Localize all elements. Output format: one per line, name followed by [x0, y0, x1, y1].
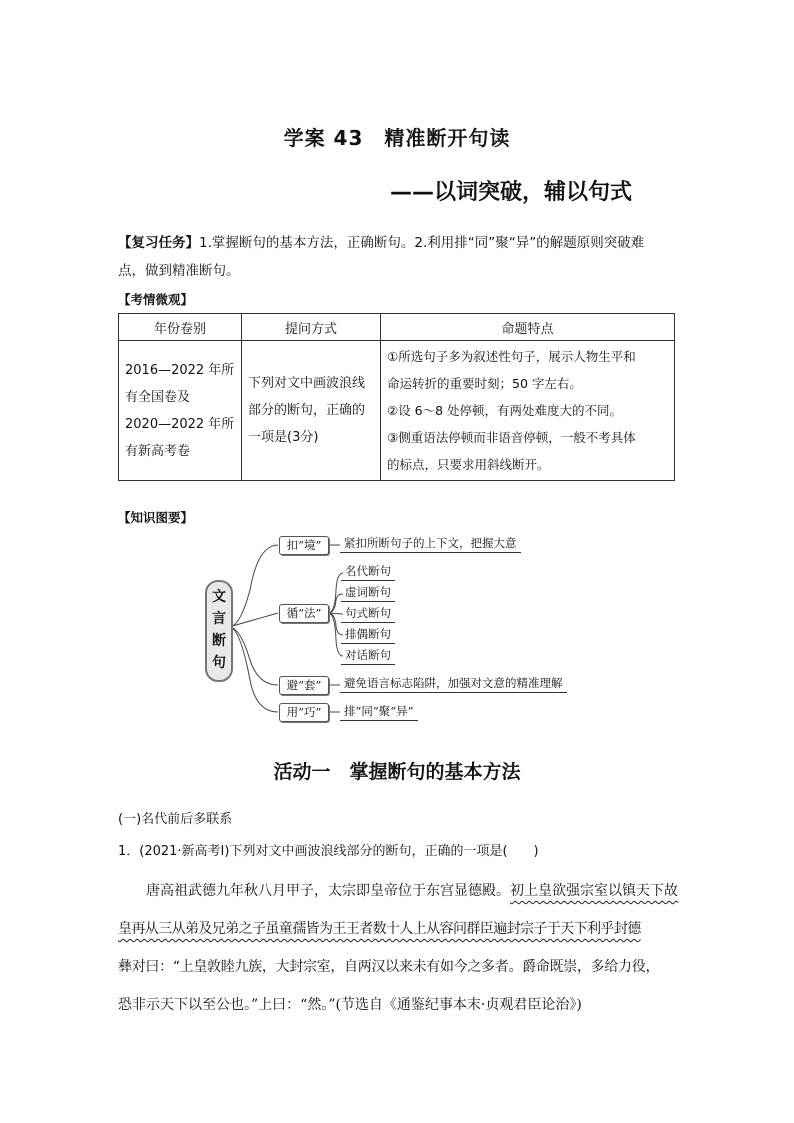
wavy-underlined-text: 皇再从三从弟及兄弟之子虽童孺皆为王王者数十人上从容问群臣遍封宗子于天下利乎封德 — [118, 921, 641, 937]
passage-line: 彝对曰：“上皇敦睦九族，大封宗室，自两汉以来未有如今之多者。爵命既崇，多给力役， — [118, 959, 660, 975]
table-header: 年份卷别 — [119, 314, 242, 341]
wavy-underlined-text: 初上皇欲强宗室以镇天下故 — [510, 883, 678, 899]
review-tag: 【复习任务】 — [118, 235, 199, 251]
cell-line: 2020—2022 年所 — [125, 416, 235, 432]
cell-line: ①所选句子多为叙述性句子，展示人物生平和 — [387, 349, 636, 364]
root-char: 句 — [212, 655, 226, 671]
mindmap-branch: 扣“境” — [279, 536, 329, 555]
passage-line — [118, 910, 678, 948]
page-title: 学案 43 精准断开句读 — [283, 126, 511, 150]
mindmap-branch: 用“巧” — [279, 703, 329, 722]
knowledge-tag: 【知识图要】 — [118, 510, 194, 525]
mindmap-leaf: 紧扣所断句子的上下文，把握大意 — [340, 535, 521, 553]
review-line2: 点，做到精准断句。 — [118, 263, 240, 279]
cell-line: 2016—2022 年所 — [125, 362, 235, 378]
cell-line: 有全国卷及 — [125, 389, 191, 405]
table-header: 命题特点 — [381, 314, 675, 341]
passage-line — [118, 872, 678, 910]
page-subtitle: ——以词突破，辅以句式 — [390, 180, 633, 205]
mindmap-root — [205, 580, 233, 682]
cell-line: ②设 6～8 处停顿，有两处难度大的不同。 — [387, 403, 623, 418]
cell-line: 一项是(3分) — [248, 430, 319, 445]
subsection-heading: (一)名代前后多联系 — [118, 812, 233, 827]
mindmap-leaf: 对话断句 — [341, 647, 395, 665]
passage-text: 唐高祖武德九年秋八月甲子，太宗即皇帝位于东宫显德殿。 — [146, 883, 510, 899]
table-header: 提问方式 — [242, 314, 381, 341]
review-line1: 1.掌握断句的基本方法，正确断句。2.利用排“同”聚“异”的解题原则突破难 — [199, 235, 645, 251]
root-char: 文 — [212, 589, 226, 605]
cell-line: 的标点，只要求用斜线断开。 — [387, 457, 550, 472]
mindmap-leaf: 排“同”聚“异” — [340, 703, 418, 721]
cell-line: 部分的断句，正确的 — [248, 403, 366, 418]
mindmap-leaf: 避免语言标志陷阱，加强对文意的精准理解 — [340, 675, 567, 693]
root-char: 断 — [212, 633, 226, 649]
activity-title: 活动一 掌握断句的基本方法 — [273, 761, 521, 783]
root-char: 言 — [212, 611, 226, 627]
cell-line: 下列对文中画波浪线 — [248, 376, 366, 391]
passage — [118, 872, 678, 1024]
question-text: 1．(2021·新高考Ⅰ)下列对文中画波浪线部分的断句，正确的一项是( ) — [118, 844, 539, 859]
mindmap-leaf: 名代断句 — [341, 563, 395, 581]
mindmap-leaf: 句式断句 — [341, 605, 395, 623]
cell-line: 有新高考卷 — [125, 443, 191, 459]
cell-line: 命运转折的重要时刻；50 字左右。 — [387, 376, 582, 391]
mindmap-branch: 循“法” — [279, 604, 329, 623]
cell-line: ③侧重语法停顿而非语音停顿，一般不考具体 — [387, 430, 636, 445]
mindmap-branch: 避“套” — [279, 676, 329, 695]
mindmap-leaf: 排偶断句 — [341, 626, 395, 644]
passage-line: 恐非示天下以至公也。”上曰：“然。”(节选自《通鉴纪事本末·贞观君臣论治》) — [118, 997, 582, 1013]
exam-section-tag: 【考情微观】 — [118, 292, 194, 307]
mindmap-leaf: 虚词断句 — [341, 584, 395, 602]
